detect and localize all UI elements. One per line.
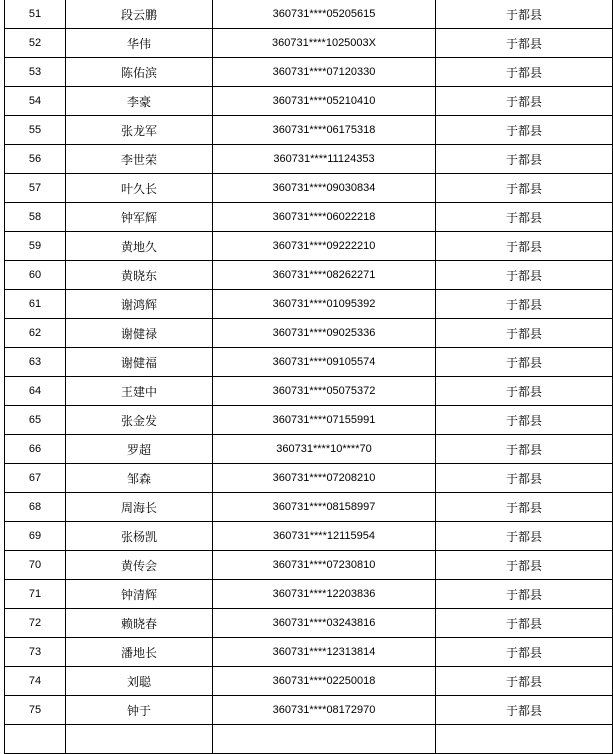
table-row bbox=[5, 609, 613, 638]
table-row bbox=[5, 261, 613, 290]
row-number-cell: 62 bbox=[5, 319, 66, 348]
name-cell: 黄传会 bbox=[66, 551, 213, 580]
name-cell: 罗超 bbox=[66, 435, 213, 464]
county-cell: 于都县 bbox=[436, 464, 613, 493]
row-number-cell: 73 bbox=[5, 638, 66, 667]
id-number-cell: 360731****07155991 bbox=[213, 406, 436, 435]
id-number-cell: 360731****05210410 bbox=[213, 87, 436, 116]
county-cell: 于都县 bbox=[436, 174, 613, 203]
row-number-cell: 70 bbox=[5, 551, 66, 580]
id-number-cell: 360731****09105574 bbox=[213, 348, 436, 377]
roster-partial-row bbox=[5, 725, 613, 754]
row-number-cell: 56 bbox=[5, 145, 66, 174]
county-cell: 于都县 bbox=[436, 348, 613, 377]
table-row bbox=[5, 348, 613, 377]
name-cell: 黄地久 bbox=[66, 232, 213, 261]
county-cell: 于都县 bbox=[436, 319, 613, 348]
id-number-cell: 360731****06022218 bbox=[213, 203, 436, 232]
county-cell: 于都县 bbox=[436, 406, 613, 435]
name-cell: 华伟 bbox=[66, 29, 213, 58]
county-cell: 于都县 bbox=[436, 493, 613, 522]
name-cell: 王建中 bbox=[66, 377, 213, 406]
row-number-cell: 52 bbox=[5, 29, 66, 58]
row-number-cell: 57 bbox=[5, 174, 66, 203]
id-number-cell: 360731****10****70 bbox=[213, 435, 436, 464]
id-number-cell: 360731****01095392 bbox=[213, 290, 436, 319]
name-cell: 谢健禄 bbox=[66, 319, 213, 348]
row-number-cell: 75 bbox=[5, 696, 66, 725]
name-cell: 钟清辉 bbox=[66, 580, 213, 609]
name-cell: 张龙军 bbox=[66, 116, 213, 145]
id-number-cell: 360731****07208210 bbox=[213, 464, 436, 493]
id-number-cell: 360731****09222210 bbox=[213, 232, 436, 261]
row-number-cell: 59 bbox=[5, 232, 66, 261]
id-number-cell: 360731****08158997 bbox=[213, 493, 436, 522]
table-row bbox=[5, 638, 613, 667]
table-row bbox=[5, 29, 613, 58]
name-cell: 钟军辉 bbox=[66, 203, 213, 232]
id-number-cell: 360731****08262271 bbox=[213, 261, 436, 290]
name-cell: 邹森 bbox=[66, 464, 213, 493]
county-cell: 于都县 bbox=[436, 435, 613, 464]
name-cell: 陈佑滨 bbox=[66, 58, 213, 87]
table-row bbox=[5, 377, 613, 406]
row-number-cell: 51 bbox=[5, 0, 66, 29]
table-row bbox=[5, 435, 613, 464]
county-cell: 于都县 bbox=[436, 0, 613, 29]
row-number-cell: 53 bbox=[5, 58, 66, 87]
county-cell: 于都县 bbox=[436, 638, 613, 667]
id-number-cell: 360731****12115954 bbox=[213, 522, 436, 551]
table-row bbox=[5, 725, 613, 754]
table-row bbox=[5, 145, 613, 174]
name-cell: 赖晓春 bbox=[66, 609, 213, 638]
row-number-cell: 68 bbox=[5, 493, 66, 522]
id-number-cell: 360731****05205615 bbox=[213, 0, 436, 29]
roster-body bbox=[5, 0, 613, 725]
table-row bbox=[5, 0, 613, 29]
county-cell: 于都县 bbox=[436, 580, 613, 609]
table-row bbox=[5, 493, 613, 522]
county-cell: 于都县 bbox=[436, 116, 613, 145]
county-cell: 于都县 bbox=[436, 609, 613, 638]
id-number-cell: 360731****06175318 bbox=[213, 116, 436, 145]
county-cell: 于都县 bbox=[436, 261, 613, 290]
table-row bbox=[5, 464, 613, 493]
row-number-cell: 60 bbox=[5, 261, 66, 290]
id-number-cell: 360731****09030834 bbox=[213, 174, 436, 203]
row-number-cell: 61 bbox=[5, 290, 66, 319]
table-row bbox=[5, 580, 613, 609]
county-cell: 于都县 bbox=[436, 58, 613, 87]
table-row bbox=[5, 551, 613, 580]
table-row bbox=[5, 174, 613, 203]
name-cell: 李世荣 bbox=[66, 145, 213, 174]
row-number-cell: 71 bbox=[5, 580, 66, 609]
name-cell: 潘地长 bbox=[66, 638, 213, 667]
county-cell: 于都县 bbox=[436, 522, 613, 551]
table-row bbox=[5, 116, 613, 145]
county-cell: 于都县 bbox=[436, 203, 613, 232]
table-row bbox=[5, 319, 613, 348]
table-row bbox=[5, 406, 613, 435]
id-number-cell: 360731****07120330 bbox=[213, 58, 436, 87]
name-cell: 李豪 bbox=[66, 87, 213, 116]
row-number-cell: 63 bbox=[5, 348, 66, 377]
name-cell: 叶久长 bbox=[66, 174, 213, 203]
county-cell: 于都县 bbox=[436, 696, 613, 725]
row-number-cell: 72 bbox=[5, 609, 66, 638]
county-cell: 于都县 bbox=[436, 667, 613, 696]
id-number-cell: 360731****1025003X bbox=[213, 29, 436, 58]
id-number-cell: 360731****11124353 bbox=[213, 145, 436, 174]
name-cell: 段云鹏 bbox=[66, 0, 213, 29]
table-row bbox=[5, 290, 613, 319]
id-number-cell: 360731****05075372 bbox=[213, 377, 436, 406]
name-cell: 周海长 bbox=[66, 493, 213, 522]
table-row bbox=[5, 87, 613, 116]
county-cell: 于都县 bbox=[436, 290, 613, 319]
table-row bbox=[5, 696, 613, 725]
county-cell: 于都县 bbox=[436, 377, 613, 406]
name-cell: 张杨凯 bbox=[66, 522, 213, 551]
table-row bbox=[5, 203, 613, 232]
name-cell: 谢鸿辉 bbox=[66, 290, 213, 319]
row-number-cell: 55 bbox=[5, 116, 66, 145]
table-row bbox=[5, 58, 613, 87]
id-number-cell: 360731****12313814 bbox=[213, 638, 436, 667]
row-number-cell: 58 bbox=[5, 203, 66, 232]
name-cell: 张金发 bbox=[66, 406, 213, 435]
name-cell: 刘聪 bbox=[66, 667, 213, 696]
id-number-cell: 360731****09025336 bbox=[213, 319, 436, 348]
name-cell: 谢健福 bbox=[66, 348, 213, 377]
county-cell: 于都县 bbox=[436, 232, 613, 261]
row-number-cell: 66 bbox=[5, 435, 66, 464]
row-number-cell: 74 bbox=[5, 667, 66, 696]
county-cell: 于都县 bbox=[436, 87, 613, 116]
id-number-cell: 360731****07230810 bbox=[213, 551, 436, 580]
county-cell: 于都县 bbox=[436, 145, 613, 174]
id-number-cell: 360731****03243816 bbox=[213, 609, 436, 638]
name-cell: 黄晓东 bbox=[66, 261, 213, 290]
row-number-cell: 65 bbox=[5, 406, 66, 435]
id-number-cell: 360731****02250018 bbox=[213, 667, 436, 696]
id-number-cell: 360731****08172970 bbox=[213, 696, 436, 725]
county-cell: 于都县 bbox=[436, 551, 613, 580]
roster-table bbox=[4, 0, 613, 754]
county-cell: 于都县 bbox=[436, 29, 613, 58]
row-number-cell: 67 bbox=[5, 464, 66, 493]
row-number-cell: 54 bbox=[5, 87, 66, 116]
row-number-cell: 69 bbox=[5, 522, 66, 551]
name-cell: 钟于 bbox=[66, 696, 213, 725]
table-row bbox=[5, 522, 613, 551]
row-number-cell: 64 bbox=[5, 377, 66, 406]
table-row bbox=[5, 667, 613, 696]
id-number-cell: 360731****12203836 bbox=[213, 580, 436, 609]
table-row bbox=[5, 232, 613, 261]
